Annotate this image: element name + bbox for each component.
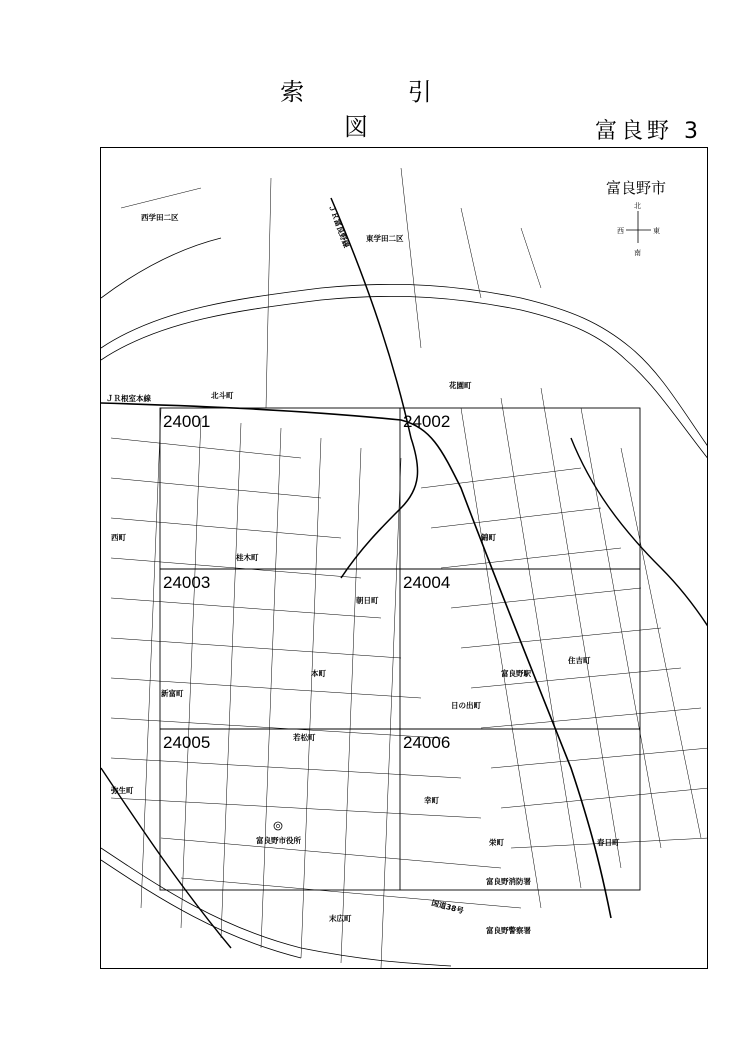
label-yayoi: 弥生町 [111, 786, 134, 795]
label-furano-station: 富良野駅 [501, 669, 531, 678]
label-sakae: 栄町 [489, 838, 504, 847]
label-kaen: 花園町 [449, 381, 472, 390]
label-wakamatsu: 若松町 [293, 733, 316, 742]
map-canvas [101, 148, 708, 969]
sheet-number-24006[interactable]: 24006 [403, 733, 451, 752]
label-suehiro: 末広町 [329, 914, 352, 923]
street-grid [111, 168, 708, 968]
label-katsuragi: 桂木町 [236, 553, 259, 562]
label-honcho: 本町 [311, 669, 326, 678]
label-route38: 国道38号 [430, 898, 465, 916]
label-kasuga: 春日町 [597, 838, 620, 847]
label-jr-nemuro-line: ＪＲ根室本線 [106, 394, 151, 403]
label-hokuto: 北斗町 [211, 391, 234, 400]
label-nishigakuden2: 西学田二区 [141, 213, 179, 222]
sheet-number-24001[interactable]: 24001 [163, 412, 211, 431]
city-name: 富良野市 [606, 179, 667, 197]
label-police: 富良野警察署 [486, 926, 531, 935]
map-sheet-subtitle: 富良野 3 [595, 119, 702, 144]
label-hinode: 日の出町 [451, 701, 481, 710]
label-saiwai: 幸町 [424, 796, 439, 805]
label-jr-furano-line: ＪＲ富良野線 [327, 203, 351, 249]
label-nishimachi: 西町 [111, 533, 126, 542]
sheet-number-24004[interactable]: 24004 [403, 573, 451, 592]
compass-north: 北 [634, 202, 641, 210]
city-office-marker-icon [274, 822, 282, 830]
compass-east: 東 [653, 227, 660, 235]
compass-west: 西 [617, 227, 624, 235]
label-higashigakuden2: 東学田二区 [366, 234, 404, 243]
sheet-number-24003[interactable]: 24003 [163, 573, 211, 592]
river-lines [101, 238, 708, 966]
compass-icon [617, 201, 660, 257]
page-title: 索 引 図 [280, 78, 480, 141]
label-asahi: 朝日町 [356, 596, 379, 605]
label-city-office: 富良野市役所 [256, 836, 301, 845]
sheet-number-24002[interactable]: 24002 [403, 412, 451, 431]
sheet-number-24005[interactable]: 24005 [163, 733, 211, 752]
label-fire-station: 富良野消防署 [486, 877, 531, 886]
label-nishiki: 錦町 [481, 533, 496, 542]
label-shintomi: 新富町 [161, 689, 184, 698]
label-sumiyoshi: 住吉町 [568, 656, 591, 665]
compass-south: 南 [634, 249, 641, 257]
index-map [100, 147, 708, 969]
